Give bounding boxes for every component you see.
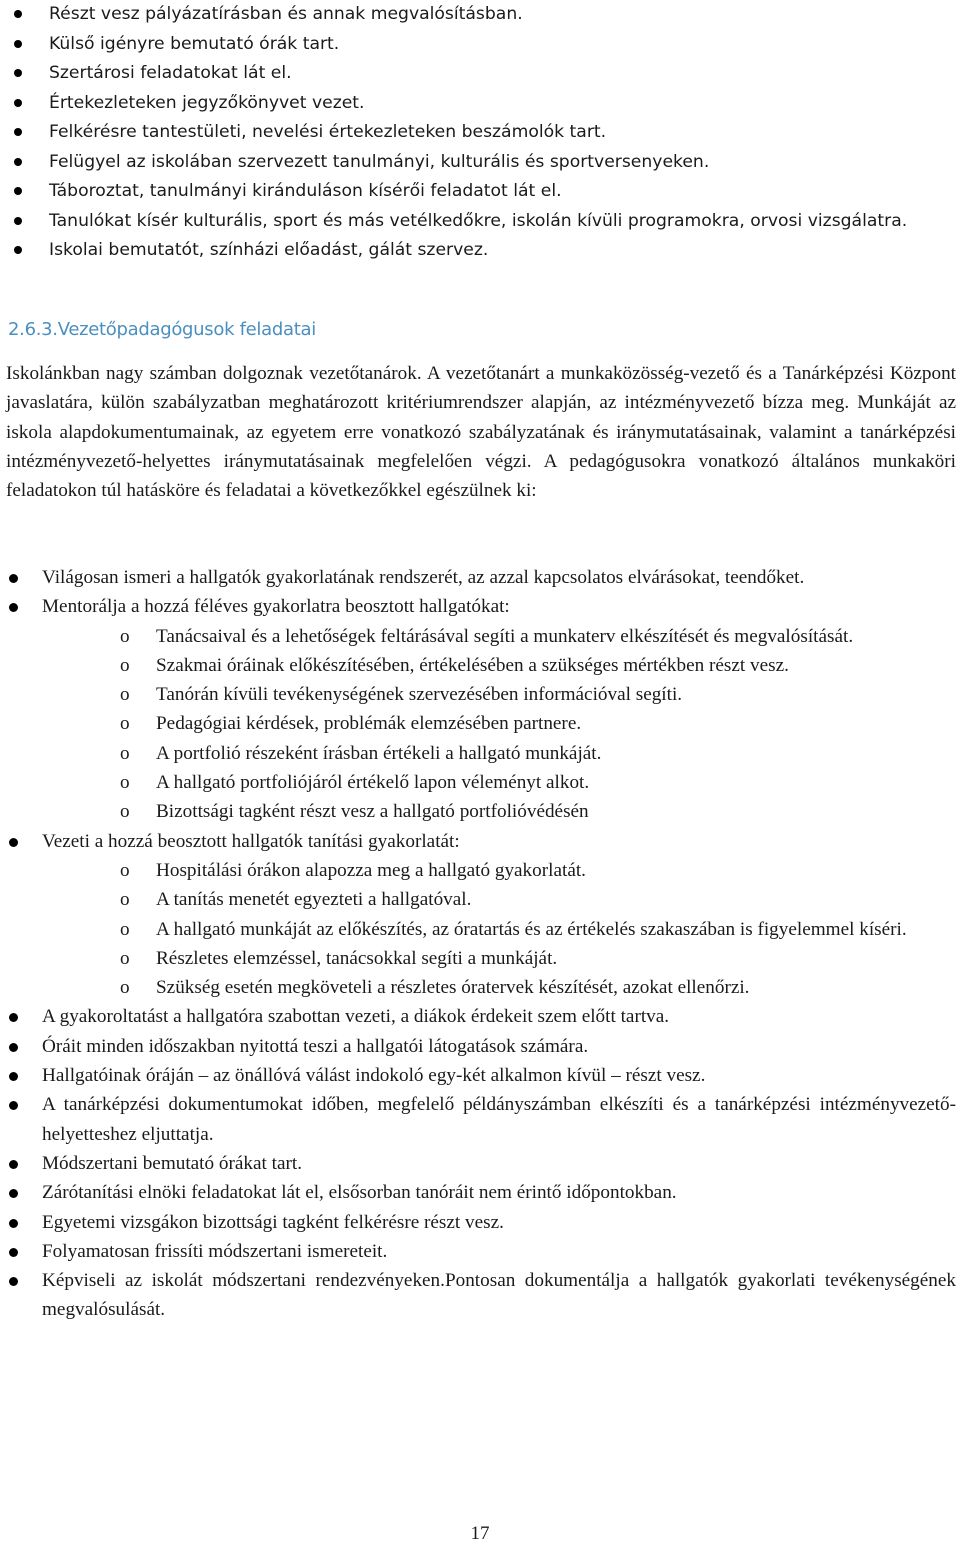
list-item xyxy=(0,1032,960,1061)
list-item xyxy=(0,1266,960,1325)
sub-bullet-marker: o xyxy=(120,654,130,676)
sub-list-item xyxy=(0,856,956,885)
sub-bullet-marker: o xyxy=(120,772,130,794)
page-number: 17 xyxy=(470,1523,490,1544)
sub-list-item xyxy=(0,797,956,826)
bullet-list-top xyxy=(0,0,960,266)
sub-bullet-marker: o xyxy=(120,889,130,911)
list-item-text: Módszertani bemutató órákat tart. xyxy=(42,1152,303,1174)
sub-list-item-text: Tanácsaival és a lehetőségek feltárásával segíti a munkaterv elkészítését és megvalósítását. xyxy=(156,625,854,647)
sub-bullet-marker: o xyxy=(120,684,130,706)
list-item xyxy=(0,1090,960,1149)
sub-list-item-text: A hallgató munkáját az előkészítés, az óratartás és az értékelés szakaszában is figyelemmel kíséri. xyxy=(156,918,907,940)
sub-list-item xyxy=(0,680,956,709)
sub-list-item-text: A portfolió részeként írásban értékeli a hallgató munkáját. xyxy=(156,742,602,764)
list-item-text: Zárótanítási elnöki feladatokat lát el, elsősorban tanóráit nem érintő időpontokban. xyxy=(42,1182,677,1204)
sub-bullet-marker: o xyxy=(120,713,130,735)
sub-bullet-marker: o xyxy=(120,742,130,764)
list-item xyxy=(0,827,960,1003)
list-item-text: Világosan ismeri a hallgatók gyakorlatának rendszerét, az azzal kapcsolatos elvárásokat, teendőket. xyxy=(42,567,805,588)
sub-list-item xyxy=(0,651,956,680)
list-item: Felügyel az iskolában szervezett tanulmányi, kulturális és sportversenyeken. xyxy=(0,148,960,178)
intro-paragraph: Iskolánkban nagy számban dolgoznak vezetőtanárok. A vezetőtanárt a munkaközösség-vezető és a Tanárképzési Központ javaslatára, külön szabályzatban meghatározott kritériumrendszer alapján, az intézményvezető bízza meg. Munkáját az iskola alapdokumentumainak, az egyetem erre vonatkozó szabályzatának és iránymutatásainak, valamint a tanárképzési intézményvezető-helyettes iránymutatásainak megfelelően végzi. A pedagógusokra vonatkozó általános munkaköri feladatokon túl hatásköre és feladatai a következőkkel egészülnek ki: xyxy=(6,363,956,502)
sub-list-item xyxy=(0,915,956,944)
list-item: Külső igényre bemutató órák tart. xyxy=(0,30,960,60)
list-item xyxy=(0,1208,960,1237)
list-item: Felkérésre tantestületi, nevelési értekezleteken beszámolók tart. xyxy=(0,118,960,148)
list-item xyxy=(0,563,960,592)
list-item-text: Folyamatosan frissíti módszertani ismereteit. xyxy=(42,1240,388,1262)
list-item-text: Óráit minden időszakban nyitottá teszi a hallgatói látogatások számára. xyxy=(42,1035,589,1057)
list-item: Értekezleteken jegyzőkönyvet vezet. xyxy=(0,89,960,119)
list-item-text: Képviseli az iskolát módszertani rendezvényeken.Pontosan dokumentálja a hallgatók gyakorlati tevékenységének megvalósulását. xyxy=(42,1270,956,1321)
list-item-text: Hallgatóinak óráján – az önállóvá válást indokoló egy-két alkalmon kívül – részt vesz. xyxy=(42,1065,706,1087)
sub-list-item xyxy=(0,944,956,973)
list-item xyxy=(0,1002,960,1031)
sub-bullet-marker: o xyxy=(120,947,130,969)
sub-bullet-marker: o xyxy=(120,859,130,881)
sub-list xyxy=(42,622,956,827)
sub-list-item-text: Szakmai óráinak előkészítésében, értékelésében a szükséges mértékben részt vesz. xyxy=(156,654,789,676)
sub-list-item-text: A tanítás menetét egyezteti a hallgatóval. xyxy=(156,889,472,911)
sub-bullet-marker: o xyxy=(120,625,130,647)
list-item xyxy=(0,1237,960,1266)
list-item-text: Vezeti a hozzá beosztott hallgatók tanítási gyakorlatát: xyxy=(42,830,460,852)
bullet-list-main xyxy=(0,563,960,1325)
sub-list-item xyxy=(0,885,956,914)
list-item: Tanulókat kísér kulturális, sport és más vetélkedőkre, iskolán kívüli programokra, orvosi vizsgálatra. xyxy=(0,207,960,237)
sub-list-item-text: Tanórán kívüli tevékenységének szervezésében információval segíti. xyxy=(156,684,683,706)
sub-list-item xyxy=(0,622,956,651)
sub-list-item xyxy=(0,709,956,738)
list-item xyxy=(0,1149,960,1178)
sub-list-item xyxy=(0,768,956,797)
sub-bullet-marker: o xyxy=(120,801,130,823)
list-item-text: A gyakoroltatást a hallgatóra szabottan vezeti, a diákok érdekeit szem előtt tartva. xyxy=(42,1006,670,1028)
section-heading: 2.6.3.Vezetőpadagógusok feladatai xyxy=(8,319,316,340)
list-item-text: A tanárképzési dokumentumokat időben, megfelelő példányszámban elkészíti és a tanárképzési intézményvezető-helyetteshez eljuttatja. xyxy=(42,1094,956,1145)
sub-bullet-marker: o xyxy=(120,977,130,999)
sub-list-item-text: Szükség esetén megköveteli a részletes óratervek készítését, azokat ellenőrzi. xyxy=(156,977,750,999)
list-item xyxy=(0,592,960,826)
sub-list xyxy=(42,856,956,1002)
sub-list-item-text: A hallgató portfoliójáról értékelő lapon véleményt alkot. xyxy=(156,772,590,794)
list-item xyxy=(0,1178,960,1207)
sub-list-item-text: Pedagógiai kérdések, problémák elemzésében partnere. xyxy=(156,713,582,735)
sub-list-item xyxy=(0,973,956,1002)
sub-list-item-text: Részletes elemzéssel, tanácsokkal segíti a munkáját. xyxy=(156,947,558,969)
sub-bullet-marker: o xyxy=(120,918,130,940)
list-item: Szertárosi feladatokat lát el. xyxy=(0,59,960,89)
list-item-text: Egyetemi vizsgákon bizottsági tagként felkérésre részt vesz. xyxy=(42,1211,504,1233)
sub-list-item xyxy=(0,739,956,768)
list-item-text: Mentorálja a hozzá féléves gyakorlatra beosztott hallgatókat: xyxy=(42,596,510,618)
list-item: Részt vesz pályázatírásban és annak megvalósításban. xyxy=(0,0,960,30)
sub-list-item-text: Bizottsági tagként részt vesz a hallgató portfolióvédésén xyxy=(156,801,589,823)
sub-list-item-text: Hospitálási órákon alapozza meg a hallgató gyakorlatát. xyxy=(156,859,586,881)
list-item: Iskolai bemutatót, színházi előadást, gálát szervez. xyxy=(0,236,960,266)
list-item: Táboroztat, tanulmányi kiránduláson kísérői feladatot lát el. xyxy=(0,177,960,207)
list-item xyxy=(0,1061,960,1090)
